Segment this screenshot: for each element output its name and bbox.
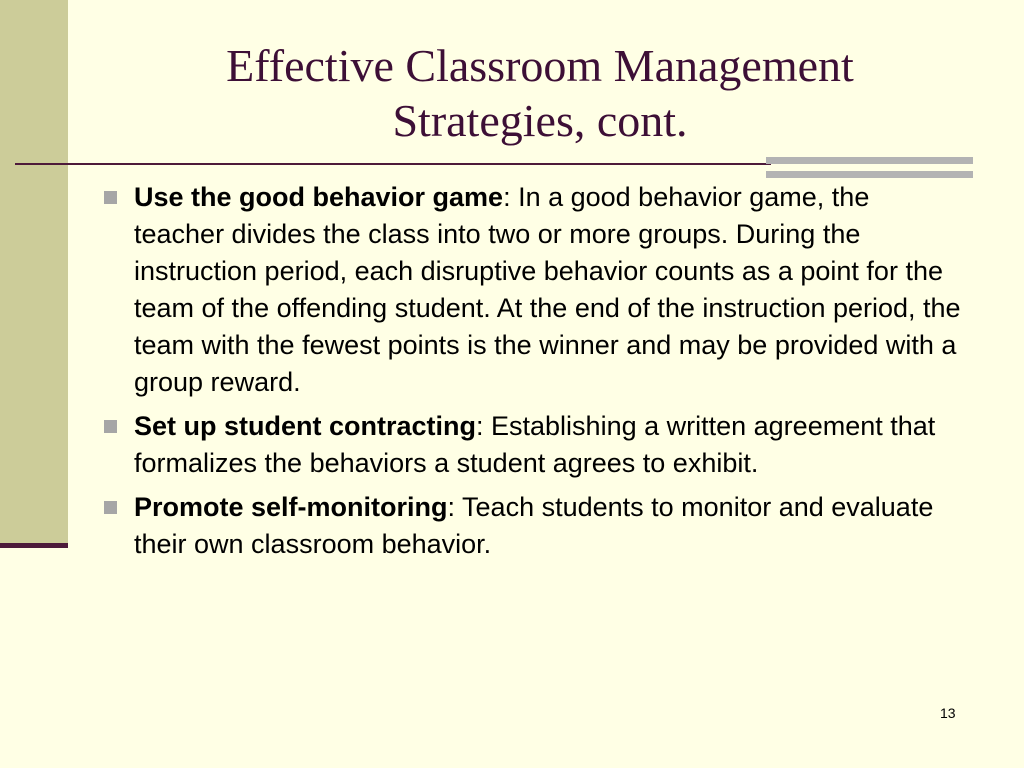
bullet-text: : In a good behavior game, the teacher divides the class into two or more groups. During the instruction period, each disruptive behavior counts as a point for the team of the offending student. At the end of the instruction period, the team with the fewest points is the winner and may be provided with a group reward. <box>134 182 961 397</box>
square-bullet-icon <box>104 501 117 514</box>
accent-bar-top <box>766 157 973 164</box>
bullet-self-monitoring <box>104 489 964 563</box>
bullet-lead: Promote self-monitoring <box>134 492 448 522</box>
bullet-student-contracting <box>104 408 964 482</box>
bullet-lead: Use the good behavior game <box>134 182 504 212</box>
bullet-text: : Establishing a written agreement that formalizes the behaviors a student agrees to exhibit. <box>134 411 936 478</box>
title-divider <box>15 163 771 165</box>
accent-bar-bottom <box>766 171 973 178</box>
slide-title-line-1: Effective Classroom Management <box>226 40 854 91</box>
side-band-foot-rule <box>0 543 68 548</box>
slide-title-line-2: Strategies, cont. <box>392 95 688 146</box>
square-bullet-icon <box>104 191 117 204</box>
slide-title <box>110 38 970 148</box>
bullet-lead: Set up student contracting <box>134 411 477 441</box>
side-band <box>0 0 68 543</box>
square-bullet-icon <box>104 420 117 433</box>
bullet-text: : Teach students to monitor and evaluate their own classroom behavior. <box>134 492 934 559</box>
bullet-good-behavior-game <box>104 179 964 401</box>
page-number: 13 <box>940 705 956 721</box>
bullet-list <box>104 179 964 570</box>
